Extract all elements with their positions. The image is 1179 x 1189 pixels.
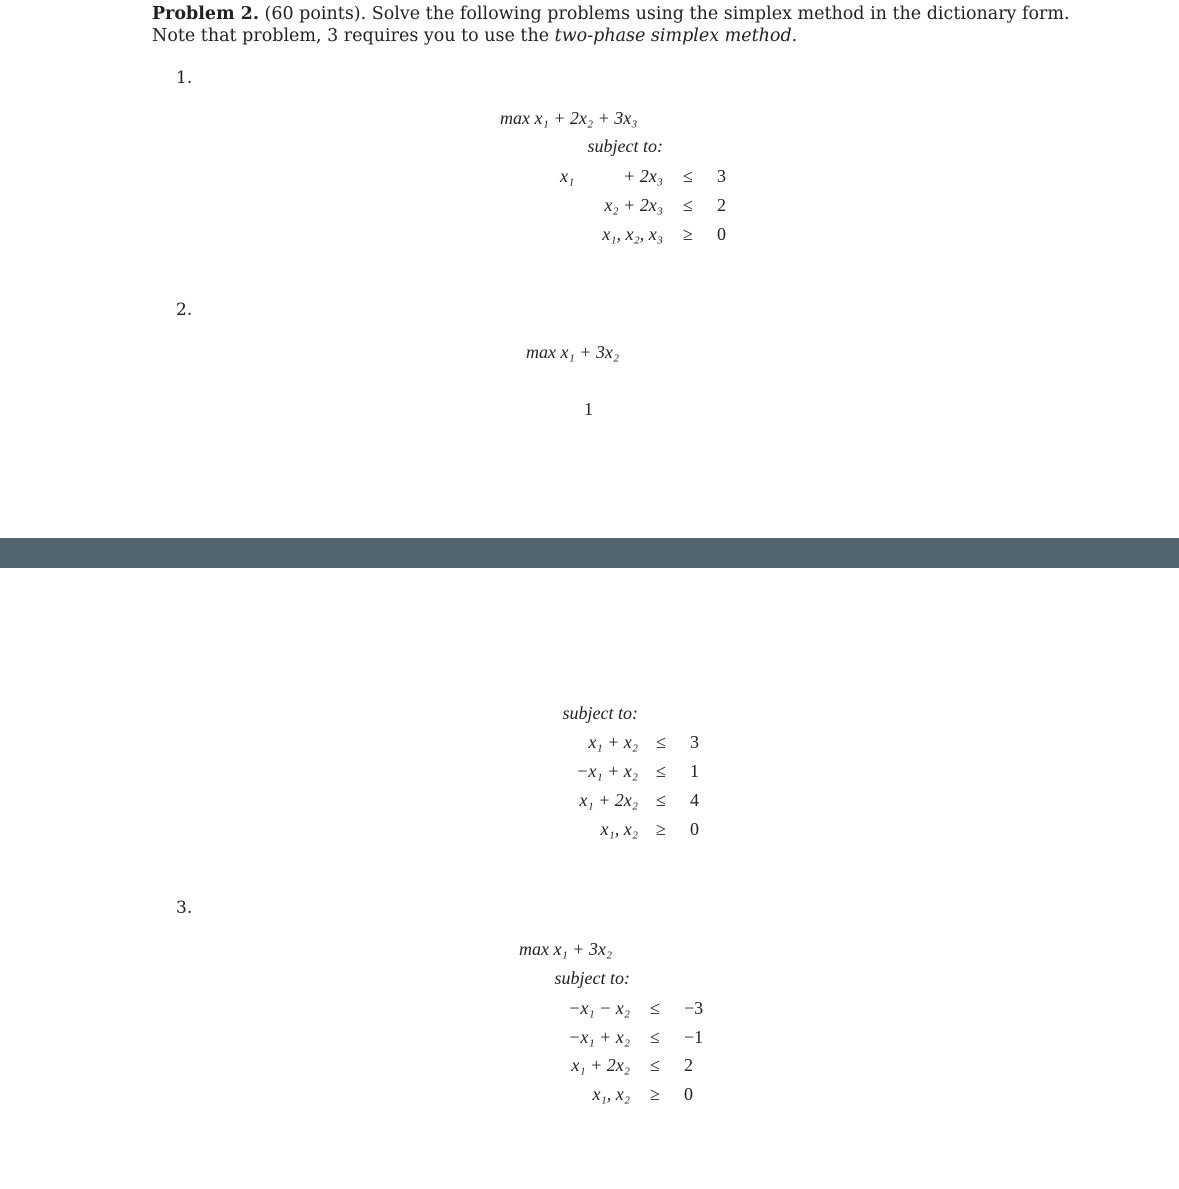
p3-c4-lhs: x₁, x₂ <box>592 1084 630 1104</box>
p1-c1-lhs-b: + 2x₃ <box>623 166 663 186</box>
p2-c3-op: ≤ <box>656 790 666 810</box>
p3-subject-to: subject to: <box>554 968 630 988</box>
problem-number-2: 2. <box>176 300 193 320</box>
p1-c1-lhs-a: x₁ <box>560 166 575 186</box>
p3-c3-lhs: x₁ + 2x₂ <box>571 1055 630 1075</box>
problem-heading: Problem 2. <box>152 4 259 24</box>
p3-c2-lhs: −x₁ + x₂ <box>568 1027 630 1047</box>
p2-c3-rhs: 4 <box>690 790 699 810</box>
problem-intro-line2 <box>152 25 797 47</box>
p2-c4-lhs: x₁, x₂ <box>600 819 638 839</box>
p3-c1-op: ≤ <box>650 998 660 1018</box>
p3-c1-lhs: −x₁ − x₂ <box>568 998 630 1018</box>
p2-c1-rhs: 3 <box>690 732 699 752</box>
p1-c2-op: ≤ <box>683 195 693 215</box>
page-number: 1 <box>584 399 593 419</box>
p1-objective: max x₁ + 2x₂ + 3x₃ <box>500 108 638 128</box>
p2-c2-lhs: −x₁ + x₂ <box>576 761 638 781</box>
p3-c1-rhs: −3 <box>684 998 704 1018</box>
p3-c4-op: ≥ <box>650 1084 660 1104</box>
p2-subject-to: subject to: <box>562 703 638 723</box>
p2-c4-op: ≥ <box>656 819 666 839</box>
page-break-band <box>0 538 1179 568</box>
p3-c2-rhs: −1 <box>684 1027 704 1047</box>
p1-subject-to: subject to: <box>587 136 663 156</box>
p1-c1-rhs: 3 <box>717 166 726 186</box>
p3-c3-rhs: 2 <box>684 1055 693 1075</box>
problem-intro-line1 <box>152 3 1070 25</box>
p1-c3-rhs: 0 <box>717 224 726 244</box>
p3-c3-op: ≤ <box>650 1055 660 1075</box>
p2-c3-lhs: x₁ + 2x₂ <box>579 790 638 810</box>
p2-c4-rhs: 0 <box>690 819 699 839</box>
p1-c3-op: ≥ <box>683 224 693 244</box>
p2-c2-op: ≤ <box>656 761 666 781</box>
p2-objective: max x₁ + 3x₂ <box>526 342 620 362</box>
p1-c2-rhs: 2 <box>717 195 726 215</box>
problem-number-3: 3. <box>176 898 193 918</box>
intro-line1-text: (60 points). Solve the following problems using the simplex method in the dictionary form. <box>258 4 1070 24</box>
p1-c3-lhs: x₁, x₂, x₃ <box>602 224 663 244</box>
p3-c4-rhs: 0 <box>684 1084 693 1104</box>
p2-c2-rhs: 1 <box>690 761 699 781</box>
p1-c1-op: ≤ <box>683 166 693 186</box>
p2-c1-op: ≤ <box>656 732 666 752</box>
p3-objective: max x₁ + 3x₂ <box>519 939 613 959</box>
problem-number-1: 1. <box>176 68 193 88</box>
intro-line2-text: Note that problem, 3 requires you to use the <box>152 26 555 46</box>
p3-c2-op: ≤ <box>650 1027 660 1047</box>
p1-c2-lhs: x₂ + 2x₃ <box>604 195 663 215</box>
p2-c1-lhs: x₁ + x₂ <box>588 732 638 752</box>
intro-emphasis: two-phase simplex method. <box>554 26 798 46</box>
